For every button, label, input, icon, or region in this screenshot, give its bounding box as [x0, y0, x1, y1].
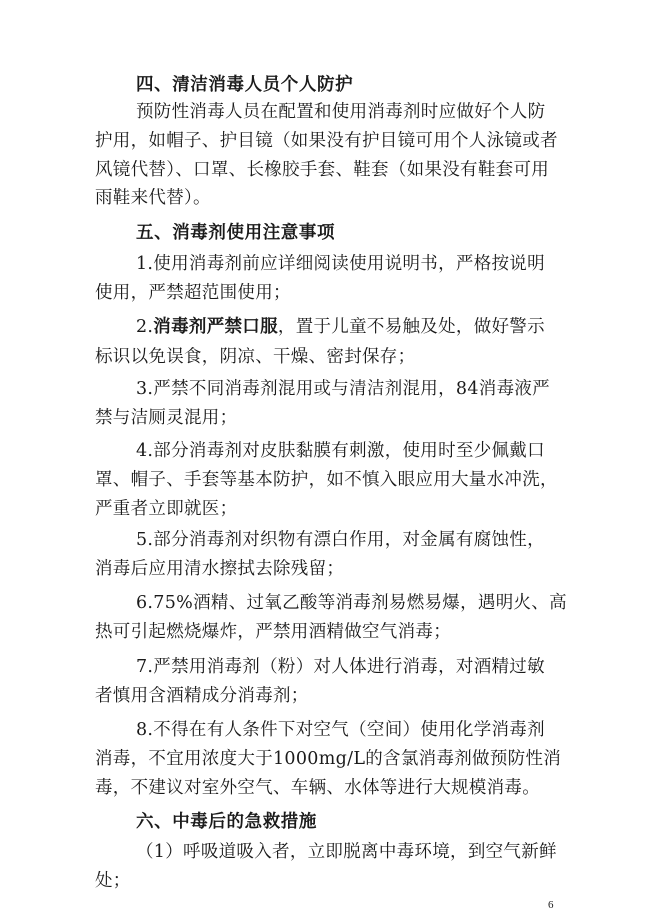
- paragraph-line: [95, 406, 237, 430]
- text-segment: 雨鞋来代替）。: [95, 188, 211, 208]
- text-segment: 消毒后应用清水擦拭去除残留；: [95, 559, 345, 579]
- paragraph-line: [95, 869, 131, 893]
- paragraph-line: [95, 747, 561, 771]
- paragraph-line: [136, 591, 567, 615]
- paragraph-line: [95, 776, 540, 800]
- text-segment: 消毒，不宜用浓度大于1000mg/L的含氯消毒剂做预防性消: [95, 749, 562, 769]
- paragraph-line: [136, 439, 545, 463]
- paragraph-line: [136, 840, 557, 864]
- text-segment: 护用，如帽子、护目镜（如果没有护目镜可用个人泳镜或者: [95, 131, 558, 151]
- text-segment: 3.严禁不同消毒剂混用或与清洁剂混用，84消毒液严: [136, 379, 550, 399]
- text-segment: （1）呼吸道吸入者，立即脱离中毒环境，到空气新鲜: [136, 842, 557, 862]
- paragraph-line: [136, 252, 545, 276]
- text-segment: 7.严禁用消毒剂（粉）对人体进行消毒，对酒精过敏: [136, 657, 545, 677]
- text-segment: 热可引起燃烧爆炸，严禁用酒精做空气消毒；: [95, 622, 451, 642]
- text-segment: 8.不得在有人条件下对空气（空间）使用化学消毒剂: [136, 720, 545, 740]
- text-segment: 处；: [95, 871, 131, 891]
- text-segment: 严重者立即就医；: [95, 499, 238, 519]
- text-segment: 4.部分消毒剂对皮肤黏膜有刺激，使用时至少佩戴口: [136, 441, 545, 461]
- text-segment: 者慎用含酒精成分消毒剂；: [95, 686, 309, 706]
- paragraph-line: [95, 684, 309, 708]
- text-segment: 2.: [136, 317, 154, 337]
- paragraph-line: [95, 557, 344, 581]
- paragraph-line: [95, 345, 415, 369]
- section-heading-4: [136, 73, 353, 97]
- section-heading-6: [136, 810, 317, 834]
- text-segment: 1.使用消毒剂前应详细阅读使用说明书，严格按说明: [136, 254, 545, 274]
- paragraph-line: [95, 497, 237, 521]
- paragraph-line: [136, 655, 545, 679]
- text-segment: 预防性消毒人员在配置和使用消毒剂时应做好个人防: [136, 102, 546, 122]
- paragraph-line: [95, 158, 549, 182]
- emphasis-text: 消毒剂严禁口服: [153, 317, 278, 337]
- text-segment: 风镜代替）、口罩、长橡胶手套、鞋套（如果没有鞋套可用: [95, 160, 550, 180]
- text-segment: 标识以免误食，阴凉、干燥、密封保存；: [95, 347, 416, 367]
- text-segment: 6.75%酒精、过氧乙酸等消毒剂易燃易爆，遇明火、高: [136, 593, 567, 613]
- paragraph-line: [95, 186, 211, 210]
- page-number: 6: [548, 899, 554, 911]
- text-segment: 禁与洁厕灵混用；: [95, 408, 238, 428]
- section-heading-5: [136, 221, 335, 245]
- paragraph-line: [136, 718, 545, 742]
- text-segment: 5.部分消毒剂对织物有漂白作用，对金属有腐蚀性，: [136, 530, 545, 550]
- paragraph-line: [95, 620, 451, 644]
- text-segment: 五、消毒剂使用注意事项: [136, 223, 336, 243]
- text-segment: 毒，不建议对室外空气、车辆、水体等进行大规模消毒。: [95, 778, 540, 798]
- paragraph-line: [136, 100, 545, 124]
- paragraph-line: [95, 468, 558, 492]
- text-segment: 六、中毒后的急救措施: [136, 812, 317, 832]
- paragraph-line: [136, 377, 550, 401]
- paragraph-line: [136, 528, 545, 552]
- text-segment: 使用，严禁超范围使用；: [95, 283, 291, 303]
- paragraph-line: [95, 281, 291, 305]
- text-segment: 四、清洁消毒人员个人防护: [136, 75, 354, 95]
- paragraph-line: [136, 315, 545, 339]
- text-segment: 罩、帽子、手套等基本防护，如不慎入眼应用大量水冲洗，: [95, 470, 558, 490]
- text-segment: ，置于儿童不易触及处，做好警示: [277, 317, 545, 337]
- paragraph-line: [95, 129, 558, 153]
